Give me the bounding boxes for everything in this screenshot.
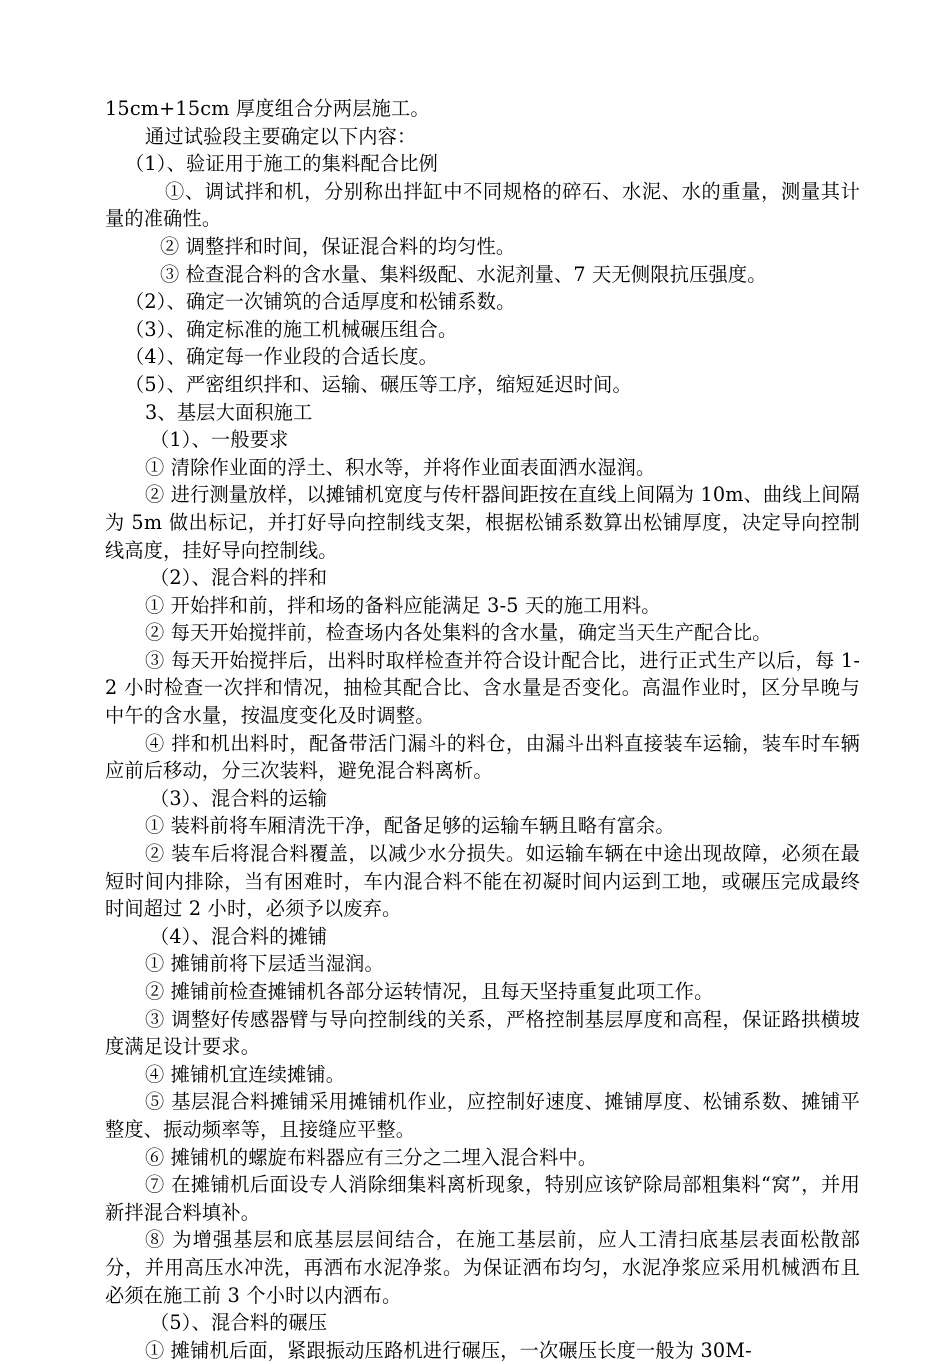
paragraph: ① 装料前将车厢清洗干净，配备足够的运输车辆且略有富余。: [145, 814, 675, 838]
paragraph: ① 开始拌和前，拌和场的备料应能满足 3-5 天的施工用料。: [145, 593, 661, 617]
paragraph: ①、调试拌和机，分别称出拌缸中不同规格的碎石、水泥、水的重量，测量其计量的准确性。: [105, 179, 860, 231]
paragraph: 15cm+15cm 厚度组合分两层施工。: [105, 97, 430, 120]
section-heading: （5）、严密组织拌和、运输、碾压等工序，缩短延迟时间。: [125, 372, 632, 396]
section-heading: 3、基层大面积施工: [145, 400, 313, 424]
paragraph: ② 进行测量放样，以摊铺机宽度与传杆器间距按在直线上间隔为 10m、曲线上间隔为 5m 做出标记，并打好导向控制线支架，根据松铺系数算出松铺厚度，决定导向控制线高度，挂好导向控制线。: [105, 483, 860, 562]
section-heading: （4）、确定每一作业段的合适长度。: [125, 345, 439, 369]
paragraph: ④ 摊铺机宜连续摊铺。: [145, 1062, 346, 1086]
paragraph: ③ 检查混合料的含水量、集料级配、水泥剂量、7 天无侧限抗压强度。: [160, 262, 767, 286]
paragraph: 通过试验段主要确定以下内容：: [145, 124, 417, 148]
section-heading: （3）、确定标准的施工机械碾压组合。: [125, 317, 458, 341]
subsection-heading: （3）、混合料的运输: [150, 786, 328, 810]
subsection-heading: （2）、混合料的拌和: [150, 566, 328, 590]
paragraph: ② 装车后将混合料覆盖，以减少水分损失。如运输车辆在中途出现故障，必须在最短时间内排除，当有困难时，车内混合料不能在初凝时间内运到工地，或碾压完成最终时间超过 2 小时，必须予以废弃。: [105, 842, 860, 921]
section-heading: （1）、验证用于施工的集料配合比例: [125, 152, 439, 176]
paragraph: ⑥ 摊铺机的螺旋布料器应有三分之二埋入混合料中。: [145, 1145, 598, 1169]
document-page: [105, 95, 860, 1364]
section-heading: （2）、确定一次铺筑的合适厚度和松铺系数。: [125, 290, 516, 314]
paragraph: ③ 每天开始搅拌后，出料时取样检查并符合设计配合比，进行正式生产以后，每 1-2 小时检查一次拌和情况，抽检其配合比、含水量是否变化。高温作业时，区分早晚与中午的含水量，按温度变化及时调整。: [105, 648, 860, 728]
paragraph: ④ 拌和机出料时，配备带活门漏斗的料仓，由漏斗出料直接装车运输，装车时车辆应前后移动，分三次装料，避免混合料离析。: [105, 731, 860, 783]
paragraph: ② 每天开始搅拌前，检查场内各处集料的含水量，确定当天生产配合比。: [145, 621, 772, 645]
subsection-heading: （4）、混合料的摊铺: [150, 924, 328, 948]
paragraph: ⑧ 为增强基层和底基层层间结合，在施工基层前，应人工清扫底基层表面松散部分，并用高压水冲洗，再洒布水泥净浆。为保证洒布均匀，水泥净浆应采用机械洒布且必须在施工前 3 个小时以内洒布。: [105, 1228, 860, 1307]
paragraph: ② 调整拌和时间，保证混合料的均匀性。: [160, 234, 516, 258]
subsection-heading: （1）、一般要求: [150, 428, 289, 452]
paragraph: ③ 调整好传感器臂与导向控制线的关系，严格控制基层厚度和高程，保证路拱横坡度满足设计要求。: [105, 1007, 860, 1059]
paragraph: ⑤ 基层混合料摊铺采用摊铺机作业，应控制好速度、摊铺厚度、松铺系数、摊铺平整度、振动频率等，且接缝应平整。: [105, 1090, 860, 1141]
paragraph: ① 清除作业面的浮土、积水等，并将作业面表面洒水湿润。: [145, 455, 656, 479]
paragraph: ② 摊铺前检查摊铺机各部分运转情况，且每天坚持重复此项工作。: [145, 980, 714, 1003]
subsection-heading: （5）、混合料的碾压: [150, 1311, 328, 1335]
paragraph: ⑦ 在摊铺机后面设专人消除细集料离析现象，特别应该铲除局部粗集料“窝”，并用新拌混合料填补。: [105, 1173, 860, 1224]
paragraph: ① 摊铺前将下层适当湿润。: [145, 952, 384, 976]
paragraph: ① 摊铺机后面，紧跟振动压路机进行碾压，一次碾压长度一般为 30M-: [145, 1338, 752, 1362]
